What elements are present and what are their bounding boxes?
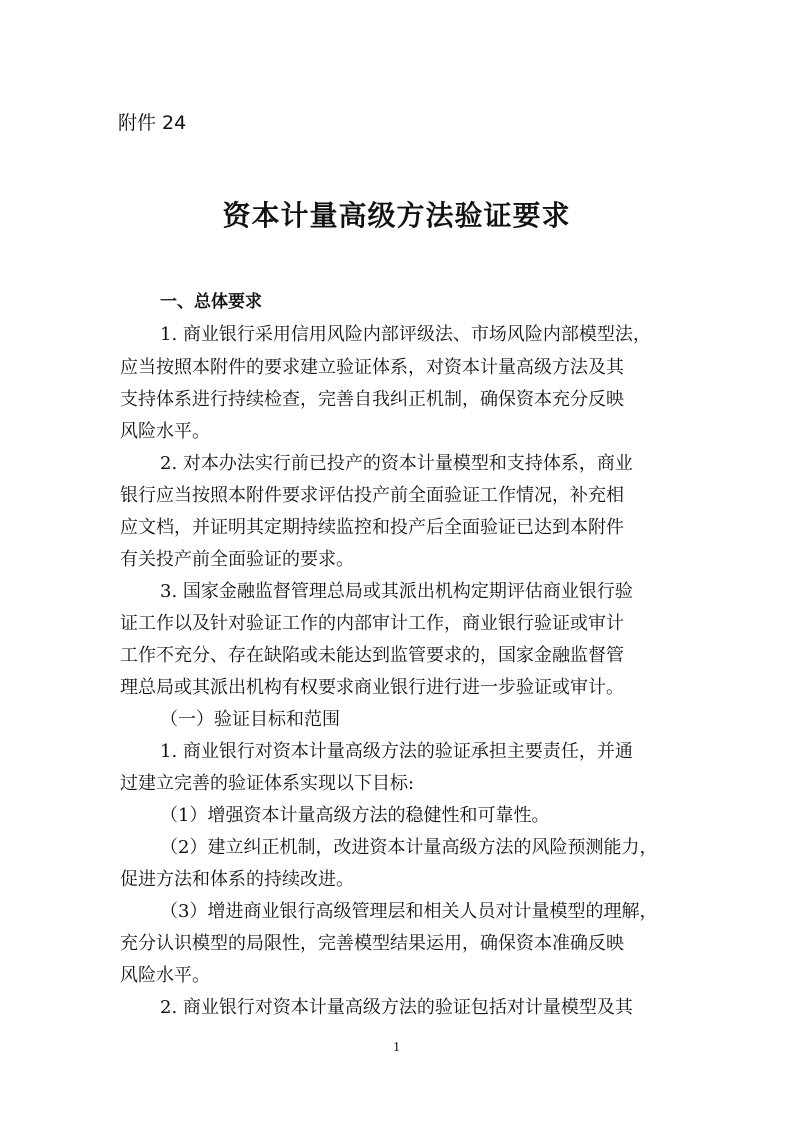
paragraph-line: 1. 商业银行对资本计量高级方法的验证承担主要责任，并通 — [160, 741, 633, 762]
paragraph-line: （3）增进商业银行高级管理层和相关人员对计量模型的理解， — [160, 901, 658, 922]
section-heading: 一、总体要求 — [160, 292, 262, 312]
paragraph-line: （2）建立纠正机制，改进资本计量高级方法的风险预测能力， — [160, 837, 658, 858]
paragraph-line: 促进方法和体系的持续改进。 — [120, 869, 354, 890]
paragraph-line: 银行应当按照本附件要求评估投产前全面验证工作情况，补充相 — [120, 485, 624, 506]
paragraph-line: 有关投产前全面验证的要求。 — [120, 549, 354, 570]
page-number: 1 — [393, 1040, 400, 1055]
paragraph-line: 充分认识模型的局限性，完善模型结果运用，确保资本准确反映 — [120, 933, 624, 954]
subsection-heading: （一）验证目标和范围 — [160, 709, 340, 730]
paragraph-line: 风险水平。 — [120, 421, 210, 442]
annex-label: 附件 24 — [118, 112, 187, 134]
paragraph-line: 风险水平。 — [120, 965, 210, 986]
paragraph-line: 应当按照本附件的要求建立验证体系，对资本计量高级方法及其 — [120, 357, 624, 378]
paragraph-line: 2. 对本办法实行前已投产的资本计量模型和支持体系，商业 — [160, 453, 633, 474]
paragraph-line: 应文档，并证明其定期持续监控和投产后全面验证已达到本附件 — [120, 517, 624, 538]
document-title: 资本计量高级方法验证要求 — [222, 199, 571, 232]
paragraph-line: 理总局或其派出机构有权要求商业银行进行进一步验证或审计。 — [120, 677, 624, 698]
paragraph-line: 1. 商业银行采用信用风险内部评级法、市场风险内部模型法， — [160, 324, 651, 345]
paragraph-line: 支持体系进行持续检查，完善自我纠正机制，确保资本充分反映 — [120, 389, 624, 410]
paragraph-line: 工作不充分、存在缺陷或未能达到监管要求的，国家金融监督管 — [120, 645, 624, 666]
paragraph-line: 2. 商业银行对资本计量高级方法的验证包括对计量模型及其 — [160, 997, 633, 1018]
paragraph-line: 证工作以及针对验证工作的内部审计工作，商业银行验证或审计 — [120, 613, 624, 634]
paragraph-line: （1）增强资本计量高级方法的稳健性和可靠性。 — [160, 805, 550, 826]
paragraph-line: 3. 国家金融监督管理总局或其派出机构定期评估商业银行验 — [160, 581, 633, 602]
paragraph-line: 过建立完善的验证体系实现以下目标: — [120, 773, 415, 794]
